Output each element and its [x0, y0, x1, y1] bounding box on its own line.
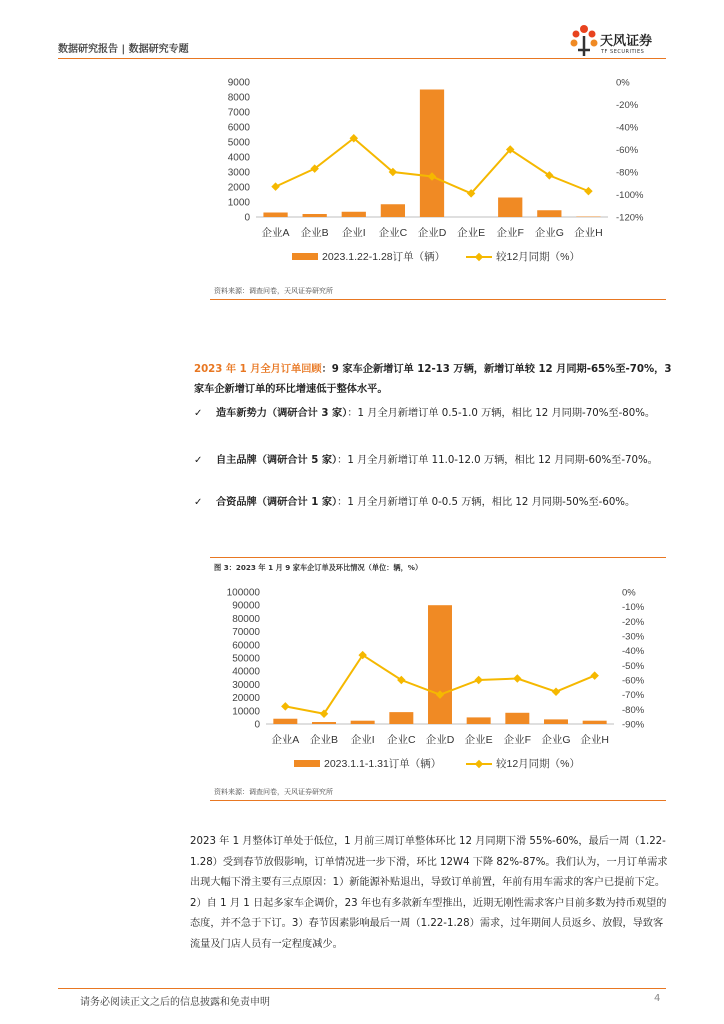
x-tick-label: 企业B: [309, 734, 339, 746]
x-tick-label: 企业C: [387, 734, 416, 746]
bar: [583, 721, 607, 724]
y-right-tick-label: -60%: [622, 675, 645, 687]
logo-text-cn: 天风证券: [600, 34, 653, 49]
chart2-bottom-divider: [210, 800, 666, 801]
bar: [303, 214, 327, 217]
bullet-head: 造车新势力（调研合计 3 家）: [216, 408, 348, 419]
y-left-tick-label: 0: [244, 212, 250, 224]
bar: [428, 605, 452, 724]
check-icon: ✓: [194, 497, 203, 508]
bar: [263, 213, 287, 218]
footer-divider: [58, 988, 666, 989]
y-right-tick-label: -80%: [622, 704, 645, 716]
legend-bar-label: 2023.1.22-1.28订单（辆）: [322, 251, 446, 263]
bullet-body: ：1 月全月新增订单 0-0.5 万辆，相比 12 月同期-50%至-60%。: [337, 497, 636, 508]
x-tick-label: 企业H: [574, 227, 603, 239]
legend-bar-swatch: [292, 253, 318, 260]
y-left-tick-label: 50000: [232, 653, 260, 665]
x-tick-label: 企业G: [534, 227, 564, 239]
bullet-item-joint-venture: [194, 493, 674, 533]
y-right-tick-label: -70%: [622, 690, 645, 702]
legend-bar-label: 2023.1.1-1.31订单（辆）: [324, 758, 442, 770]
legend-line-label: 较12月同期（%）: [496, 758, 581, 770]
page-number: 4: [654, 993, 661, 1004]
y-right-tick-label: -20%: [616, 100, 639, 111]
bar: [498, 198, 522, 218]
bar: [389, 712, 413, 724]
analysis-paragraph: 2023 年 1 月整体订单处于低位，1 月前三周订单整体环比 12 月同期下滑 55%-60%，最后一周（1.22-1.28）受到春节放假影响，订单情况进一步下滑，环比 12W4 下降 82%-87%。我们认为，一月订单需求出现大幅下滑主要有三点原因：1）新能源补贴退出，导致订单前置，年前有用车需求的客户已提前下定。2）自 1 月 1 日起多家车企调价，23 年也有多款新车型推出，近期无刚性需求客户目前多数为持币观望的态度，并不急于下订。3）春节因素影响最后一周（1.22-1.28）需求，过年期间人员返乡、放假，导致客流量及门店人员有一定程度减少。: [190, 836, 668, 950]
y-left-tick-label: 5000: [227, 137, 250, 149]
monthly-summary: [194, 360, 672, 400]
bar: [420, 90, 444, 218]
x-tick-label: 企业C: [378, 227, 408, 239]
x-tick-label: 企业G: [541, 734, 571, 746]
legend-line-marker: [475, 760, 483, 768]
x-tick-label: 企业A: [261, 227, 290, 239]
bullet-body: ：1 月全月新增订单 11.0-12.0 万辆，相比 12 月同期-60%至-70%。: [337, 455, 658, 466]
figure3-title: 图 3：2023 年 1 月 9 家车企订单及环比情况（单位：辆，%）: [214, 563, 423, 572]
y-left-tick-label: 40000: [232, 666, 260, 678]
x-tick-label: 企业D: [417, 227, 447, 239]
chart-monthly-orders: [0, 578, 724, 783]
line-point: [552, 687, 560, 695]
bullet-item-new-forces: [194, 404, 674, 444]
y-left-tick-label: 90000: [232, 600, 260, 612]
y-right-tick-label: 0%: [622, 587, 636, 599]
y-left-tick-label: 3000: [227, 167, 250, 179]
legend-line-marker: [475, 253, 483, 261]
bullet-body: ：1 月全月新增订单 0.5-1.0 万辆，相比 12 月同期-70%至-80%。: [347, 408, 656, 419]
bar: [381, 204, 405, 217]
line-point: [513, 674, 521, 682]
y-left-tick-label: 0: [254, 719, 260, 731]
x-tick-label: 企业D: [425, 734, 455, 746]
summary-highlight: 2023 年 1 月全月订单回顾: [194, 364, 322, 375]
bar: [273, 719, 297, 724]
y-right-tick-label: 0%: [616, 77, 630, 89]
y-left-tick-label: 6000: [227, 122, 250, 134]
company-logo-icon: [568, 22, 600, 58]
line-point: [281, 702, 289, 710]
figure3-top-divider: [210, 557, 666, 558]
y-left-tick-label: 8000: [227, 92, 250, 104]
y-right-tick-label: -30%: [622, 631, 645, 643]
y-right-tick-label: -10%: [622, 602, 645, 614]
y-left-tick-label: 9000: [227, 77, 250, 89]
bar: [312, 722, 336, 724]
bar: [467, 717, 491, 724]
legend-line-label: 较12月同期（%）: [496, 251, 581, 263]
y-right-tick-label: -20%: [622, 616, 645, 628]
y-left-tick-label: 60000: [232, 640, 260, 652]
bullet-item-domestic-brands: [194, 451, 674, 491]
y-left-tick-label: 100000: [226, 587, 260, 599]
x-tick-label: 企业F: [503, 734, 532, 746]
footer-disclaimer: 请务必阅读正文之后的信息披露和免责申明: [80, 997, 270, 1008]
x-tick-label: 企业H: [580, 734, 609, 746]
line-point: [271, 182, 279, 190]
bar: [505, 713, 529, 724]
line-point: [584, 187, 592, 195]
y-left-tick-label: 4000: [227, 152, 250, 164]
bar: [351, 721, 375, 724]
x-tick-label: 企业F: [496, 227, 524, 239]
bar: [342, 212, 366, 217]
y-right-tick-label: -80%: [616, 167, 639, 179]
y-right-tick-label: -40%: [616, 122, 639, 134]
x-tick-label: 企业E: [464, 734, 493, 746]
y-left-tick-label: 30000: [232, 679, 260, 691]
line-point: [474, 676, 482, 684]
report-header-title: 数据研究报告 | 数据研究专题: [58, 44, 189, 55]
x-tick-label: 企业B: [300, 227, 329, 239]
y-right-tick-label: -60%: [616, 145, 639, 156]
y-left-tick-label: 20000: [232, 693, 260, 705]
line-point: [590, 671, 598, 679]
y-left-tick-label: 10000: [232, 706, 260, 718]
bullet-head: 合资品牌（调研合计 1 家）: [216, 497, 338, 508]
y-left-tick-label: 80000: [232, 613, 260, 625]
y-left-tick-label: 1000: [227, 197, 250, 209]
chart-weekly-orders: [0, 70, 724, 280]
check-icon: ✓: [194, 408, 203, 419]
x-tick-label: 企业E: [457, 227, 486, 239]
bar: [537, 210, 561, 217]
logo-text-en: TF SECURITIES: [601, 49, 645, 55]
y-right-tick-label: -120%: [616, 212, 644, 224]
y-right-tick-label: -90%: [622, 719, 645, 731]
x-tick-label: 企业A: [271, 734, 300, 746]
x-tick-label: 企业I: [341, 227, 366, 239]
y-left-tick-label: 7000: [227, 107, 250, 119]
y-right-tick-label: -40%: [622, 646, 645, 658]
legend-bar-swatch: [294, 760, 320, 767]
check-icon: ✓: [194, 455, 203, 466]
summary-text: ：9 家车企新增订单 12-13 万辆，新增订单较 12 月同期-65%至-70%，3 家车企新增订单的环比增速低于整体水平。: [194, 364, 672, 395]
bullet-head: 自主品牌（调研合计 5 家）: [216, 455, 338, 466]
y-left-tick-label: 70000: [232, 627, 260, 639]
y-left-tick-label: 2000: [227, 182, 250, 194]
chart1-source: 资料来源：调查问卷，天风证券研究所: [214, 287, 333, 295]
y-right-tick-label: -50%: [622, 660, 645, 672]
chart2-source: 资料来源：调查问卷，天风证券研究所: [214, 788, 333, 796]
bar: [544, 719, 568, 724]
y-right-tick-label: -100%: [616, 190, 644, 201]
header-divider: [58, 58, 666, 59]
chart1-bottom-divider: [210, 299, 666, 300]
x-tick-label: 企业I: [350, 734, 375, 746]
